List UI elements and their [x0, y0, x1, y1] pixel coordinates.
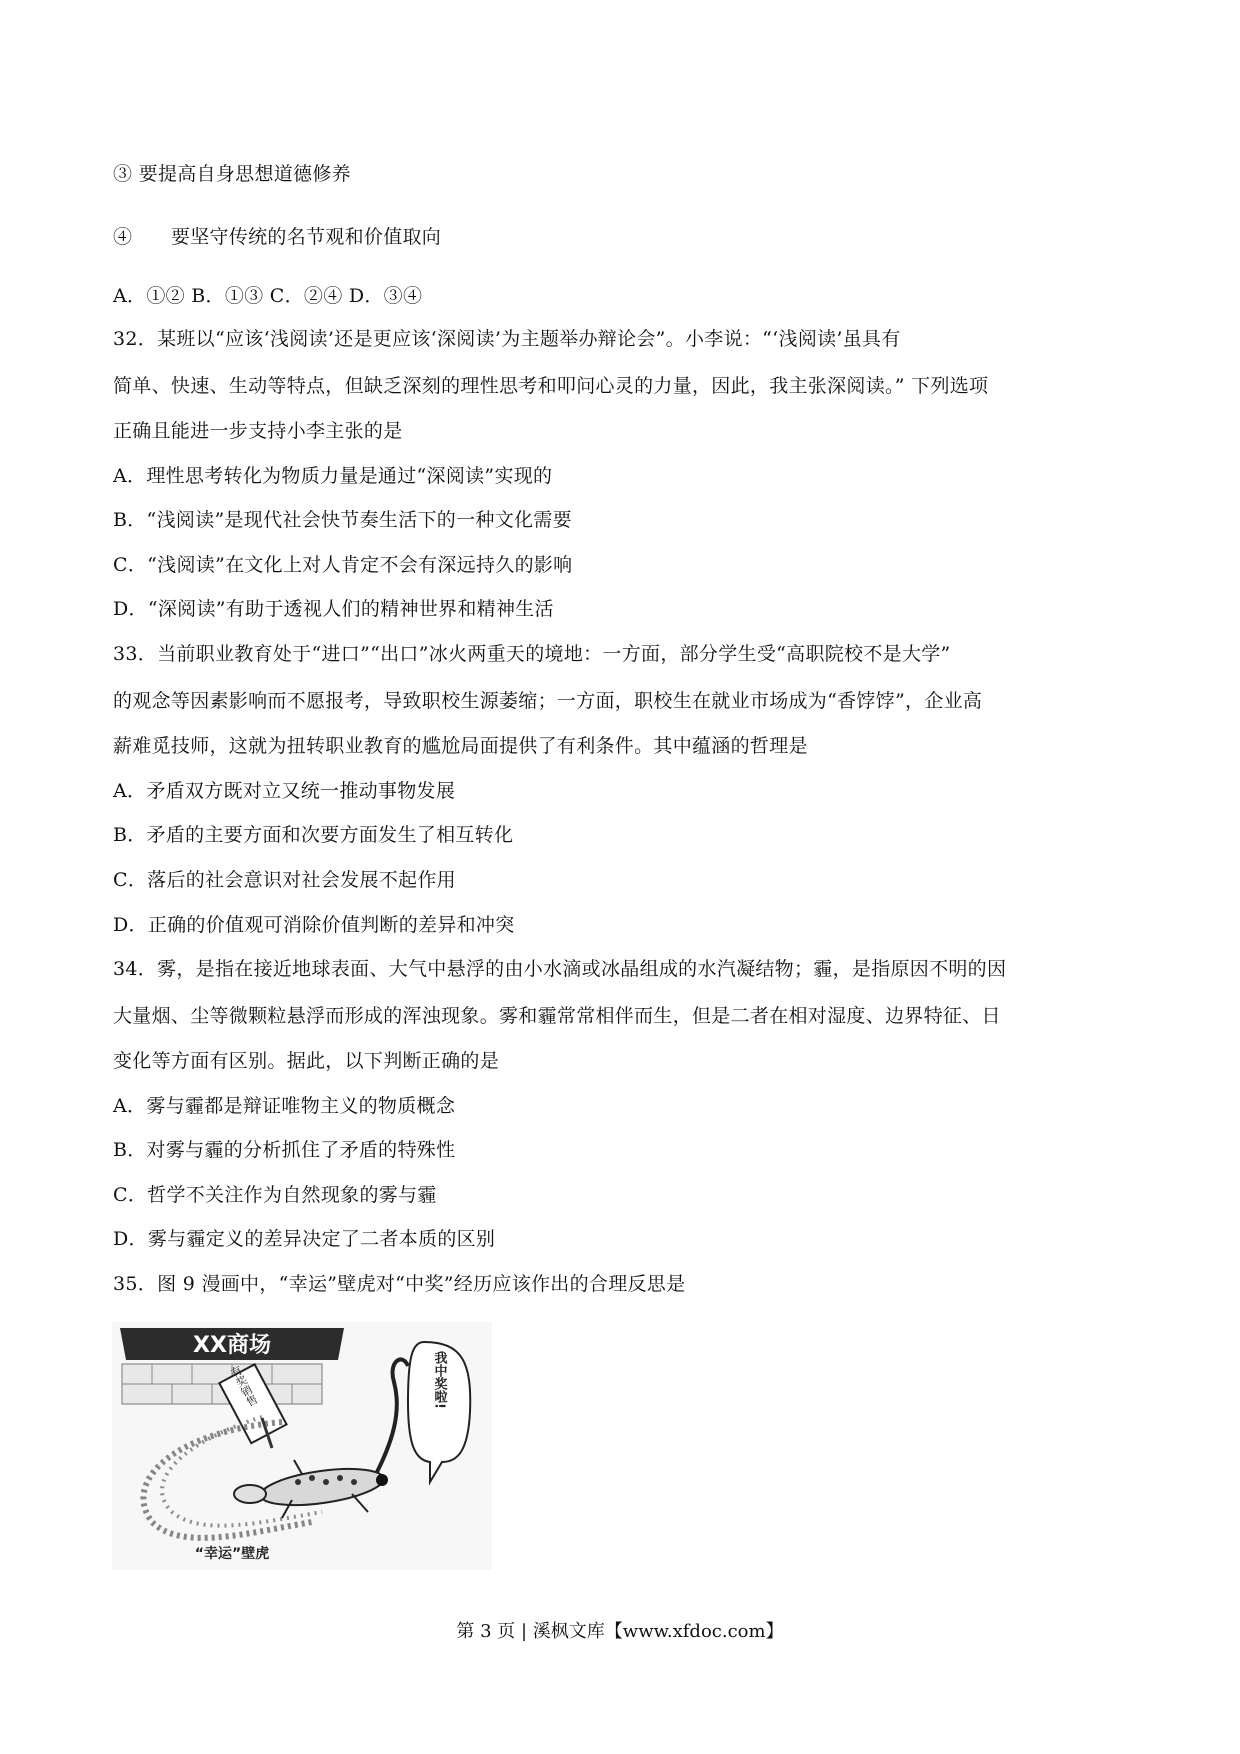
speech-text: 我中奖啦!	[431, 1351, 447, 1409]
q32-option-d: D．“深阅读”有助于透视人们的精神世界和精神生活	[113, 598, 554, 620]
q33-option-c: C．落后的社会意识对社会发展不起作用	[113, 869, 456, 891]
cartoon-caption: “幸运”壁虎	[194, 1546, 270, 1562]
q32-stem-line-3: 正确且能进一步支持小李主张的是	[113, 420, 403, 442]
q33-stem-line-2: 的观念等因素影响而不愿报考，导致职校生源萎缩；一方面，职校生在就业市场成为“香饽饽”，企业高	[113, 690, 983, 712]
q33-option-d: D．正确的价值观可消除价值判断的差异和冲突	[113, 914, 515, 936]
q34-option-d: D．雾与霾定义的差异决定了二者本质的区别	[113, 1228, 496, 1250]
q34-stem-line-3: 变化等方面有区别。据此，以下判断正确的是	[113, 1050, 500, 1072]
q31-options: A．①② B．①③ C．②④ D．③④	[113, 285, 423, 307]
statement-3: ③ 要提高自身思想道德修养	[113, 163, 351, 185]
statement-4: ④ 要坚守传统的名节观和价值取向	[113, 226, 442, 248]
prize-board-text: 有奖销售	[227, 1363, 260, 1409]
q32-option-b: B．“浅阅读”是现代社会快节奏生活下的一种文化需要	[113, 509, 572, 531]
q34-option-b: B．对雾与霾的分析抓住了矛盾的特殊性	[113, 1139, 456, 1161]
q32-option-a: A．理性思考转化为物质力量是通过“深阅读”实现的	[113, 465, 553, 487]
q32-stem-line-2: 简单、快速、生动等特点，但缺乏深刻的理性思考和叩问心灵的力量，因此，我主张深阅读。” 下列选项	[113, 375, 989, 397]
q33-option-a: A．矛盾双方既对立又统一推动事物发展	[113, 780, 456, 802]
q35-stem: 35．图 9 漫画中，“幸运”壁虎对“中奖”经历应该作出的合理反思是	[113, 1273, 686, 1295]
gecko-head	[234, 1485, 266, 1503]
q32-stem-line-1: 32．某班以“应该‘浅阅读’还是更应该‘深阅读’为主题举办辩论会”。小李说：“‘浅阅读’虽具有	[113, 328, 901, 350]
q33-stem-line-1: 33．当前职业教育处于“进口”“出口”冰火两重天的境地：一方面，部分学生受“高职院校不是大学”	[113, 643, 951, 665]
store-sign-text: XX商场	[193, 1333, 271, 1358]
q34-stem-line-2: 大量烟、尘等微颗粒悬浮而形成的浑浊现象。雾和霾常常相伴而生，但是二者在相对湿度、边界特征、日	[113, 1005, 1001, 1027]
q32-option-c: C．“浅阅读”在文化上对人肯定不会有深远持久的影响	[113, 554, 573, 576]
page-footer: 第 3 页 | 溪枫文库【www.xfdoc.com】	[456, 1621, 784, 1642]
q34-stem-line-1: 34．雾，是指在接近地球表面、大气中悬浮的由小水滴或冰晶组成的水汽凝结物；霾，是指原因不明的因	[113, 958, 1007, 980]
q34-option-a: A．雾与霾都是辩证唯物主义的物质概念	[113, 1095, 456, 1117]
q34-option-c: C．哲学不关注作为自然现象的雾与霾	[113, 1184, 437, 1206]
cartoon-figure-9	[112, 1322, 492, 1570]
q33-stem-line-3: 薪难觅技师，这就为扭转职业教育的尴尬局面提供了有利条件。其中蕴涵的哲理是	[113, 735, 808, 757]
q33-option-b: B．矛盾的主要方面和次要方面发生了相互转化	[113, 824, 514, 846]
